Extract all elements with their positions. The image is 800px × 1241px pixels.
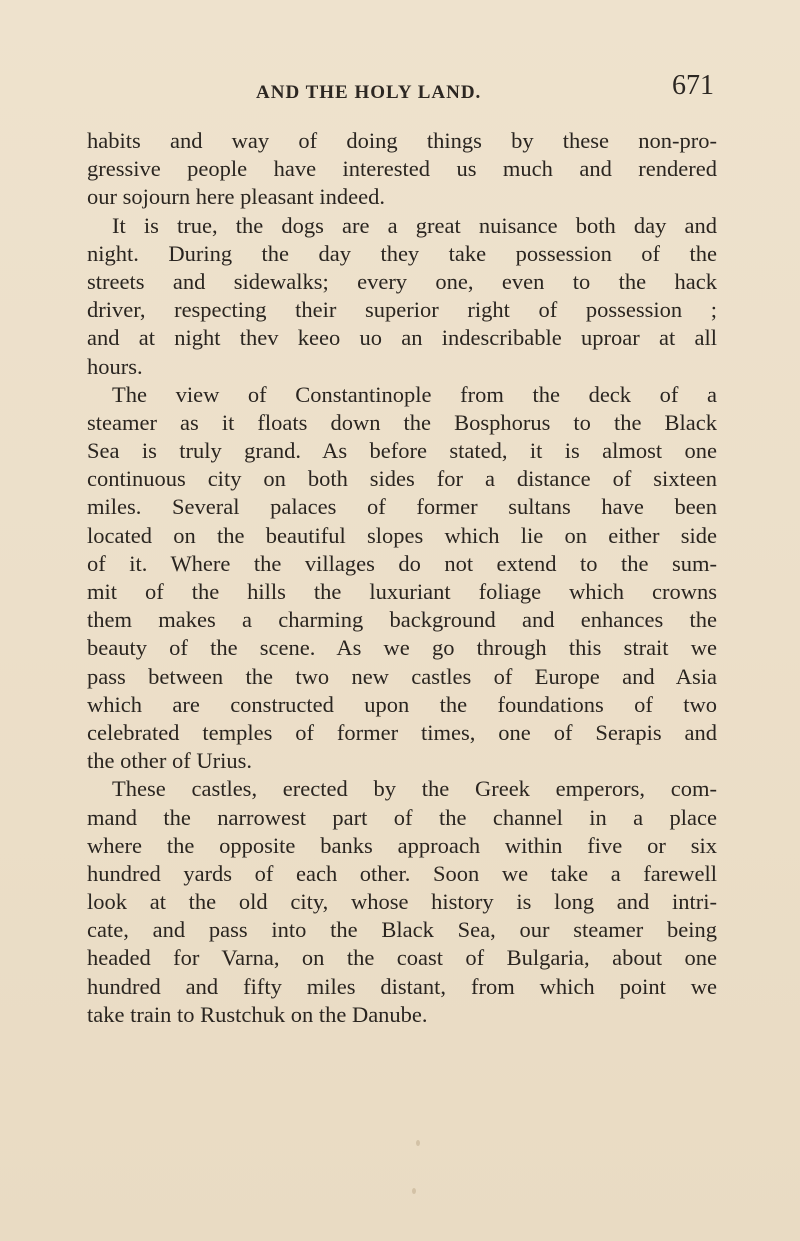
text-line: located on the beautiful slopes which lie on either side xyxy=(87,522,717,548)
text-line: which are constructed upon the foundations of two xyxy=(87,691,717,717)
paper-speck xyxy=(412,1188,416,1194)
text-line: hours. xyxy=(87,353,143,379)
text-line: cate, and pass into the Black Sea, our steamer being xyxy=(87,917,717,943)
text-line: These castles, erected by the Greek emperors, com- xyxy=(112,776,717,802)
text-line: night. During the day they take possession of the xyxy=(87,240,717,266)
page-number: 671 xyxy=(672,70,714,101)
text-line: driver, respecting their superior right of possession ; xyxy=(87,297,717,323)
text-line: habits and way of doing things by these non-pro- xyxy=(87,128,717,153)
text-line: mand the narrowest part of the channel in a place xyxy=(87,804,717,830)
text-line: miles. Several palaces of former sultans have been xyxy=(87,494,717,520)
text-line: of it. Where the villages do not extend to the sum- xyxy=(87,550,717,576)
text-line: mit of the hills the luxuriant foliage which crowns xyxy=(87,579,717,604)
text-line: headed for Varna, on the coast of Bulgaria, about one xyxy=(87,945,717,971)
text-line: gressive people have interested us much and rendered xyxy=(87,156,717,182)
text-line: them makes a charming background and enhances the xyxy=(87,607,717,633)
text-line: our sojourn here pleasant indeed. xyxy=(87,184,386,210)
text-line: Sea is truly grand. As before stated, it is almost one xyxy=(87,438,717,464)
body-text xyxy=(87,127,717,1029)
text-line: where the opposite banks approach within five or six xyxy=(87,832,717,858)
text-line: the other of Urius. xyxy=(87,748,252,774)
text-line: hundred and fifty miles distant, from which point we xyxy=(87,973,717,999)
text-line: continuous city on both sides for a distance of sixteen xyxy=(87,466,717,492)
text-line: It is true, the dogs are a great nuisance both day and xyxy=(112,212,717,238)
text-line: and at night thev keeo uo an indescribable uproar at all xyxy=(87,325,717,351)
text-line: The view of Constantinople from the deck of a xyxy=(112,381,717,407)
text-line: streets and sidewalks; every one, even to the hack xyxy=(87,268,717,294)
text-line: steamer as it floats down the Bosphorus to the Black xyxy=(87,409,717,435)
text-line: take train to Rustchuk on the Danube. xyxy=(87,1001,428,1027)
paper-speck xyxy=(416,1140,420,1146)
text-line: pass between the two new castles of Europe and Asia xyxy=(87,663,717,689)
text-line: beauty of the scene. As we go through this strait we xyxy=(87,635,717,661)
text-line: hundred yards of each other. Soon we take a farewell xyxy=(87,860,717,886)
text-line: celebrated temples of former times, one of Serapis and xyxy=(87,719,717,745)
running-head: AND THE HOLY LAND. xyxy=(256,82,482,103)
text-line: look at the old city, whose history is long and intri- xyxy=(87,889,717,915)
